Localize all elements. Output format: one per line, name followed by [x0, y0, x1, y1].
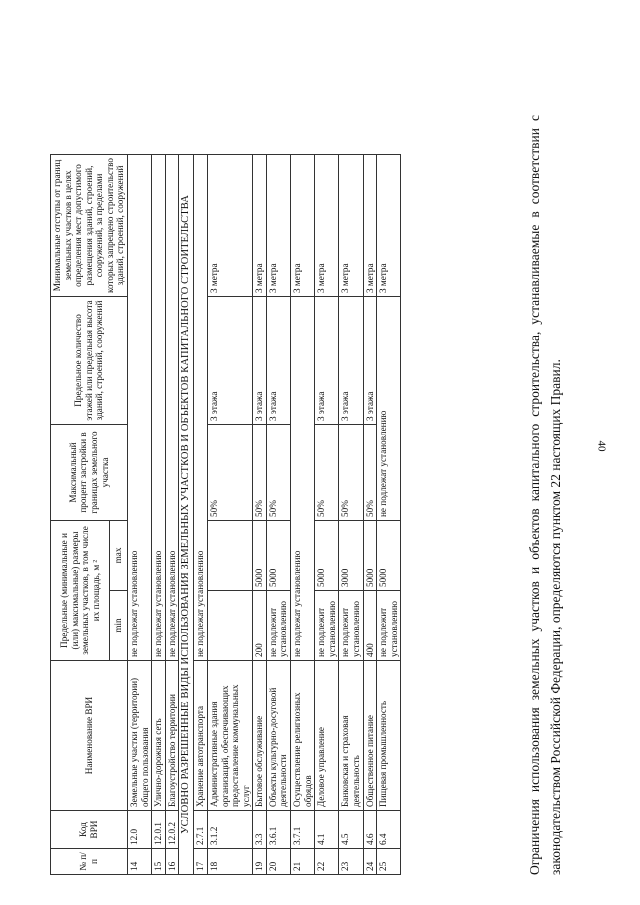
- cell-max: 5000: [266, 520, 290, 590]
- table-row: [253, 154, 267, 874]
- cell-setback: 3 метра: [291, 154, 315, 296]
- cell-min: не подлежит установлению: [377, 591, 401, 661]
- cell-name: Деловое управление: [315, 661, 339, 811]
- cell-code: 3.6.1: [266, 811, 290, 849]
- table-row: [363, 154, 377, 874]
- table-row: [208, 154, 253, 874]
- cell-code: 4.5: [339, 811, 363, 849]
- cell-min: не подлежит установлению: [315, 591, 339, 661]
- cell-floors: 3 этажа: [208, 296, 253, 424]
- table-row: [165, 154, 179, 874]
- table-row: [266, 154, 290, 874]
- cell-num: 23: [339, 849, 363, 875]
- cell-merged: не подлежат установлению: [152, 154, 166, 660]
- cell-setback: 3 метра: [377, 154, 401, 296]
- cell-floors: 3 этажа: [339, 296, 363, 424]
- table-row: [315, 154, 339, 874]
- cell-floors: 3 этажа: [363, 296, 377, 424]
- table-row: [377, 154, 401, 874]
- cell-floors: 3 этажа: [266, 296, 290, 424]
- header-min: min: [110, 591, 128, 661]
- page-number: 40: [595, 440, 608, 452]
- cell-min: 200: [253, 591, 267, 661]
- cell-num: 25: [377, 849, 401, 875]
- cell-name: Благоустройство территории: [165, 661, 179, 811]
- cell-code: 2.7.1: [194, 811, 208, 849]
- cell-max: 5000: [363, 520, 377, 590]
- cell-code: 6.4: [377, 811, 401, 849]
- cell-name: Земельные участки (территории) общего пользования: [128, 661, 152, 811]
- cell-max: [208, 520, 253, 590]
- header-size-group: Предельные (минимальные и (или) максимальные) размеры земельных участков, в том числе их площадь, м ²: [51, 520, 110, 660]
- cell-num: 19: [253, 849, 267, 875]
- cell-name: Бытовое обслуживание: [253, 661, 267, 811]
- cell-min: [208, 591, 253, 661]
- table-row: [128, 154, 152, 874]
- cell-name: Объекты культурно-досуговой деятельности: [266, 661, 290, 811]
- table-row: [339, 154, 363, 874]
- regulations-table: [50, 154, 401, 875]
- header-max: max: [110, 520, 128, 590]
- cell-pct: 50%: [266, 424, 290, 520]
- cell-name: Общественное питание: [363, 661, 377, 811]
- header-pct: Максимальный процент застройки в границах земельного участка: [51, 424, 128, 520]
- cell-name: Осуществление религиозных обрядов: [291, 661, 315, 811]
- cell-num: 18: [208, 849, 253, 875]
- table-row: [152, 154, 166, 874]
- cell-merged: не подлежат установлению: [165, 154, 179, 660]
- section-row: [179, 154, 194, 874]
- cell-code: 12.0.1: [152, 811, 166, 849]
- cell-merged: не подлежат установлению: [194, 154, 208, 660]
- cell-num: 24: [363, 849, 377, 875]
- cell-num: 20: [266, 849, 290, 875]
- cell-max: 5000: [377, 520, 401, 590]
- cell-num: 16: [165, 849, 179, 875]
- table-row: [291, 154, 315, 874]
- cell-pct: 50%: [315, 424, 339, 520]
- cell-pct: 50%: [253, 424, 267, 520]
- cell-min: не подлежит установлению: [266, 591, 290, 661]
- cell-num: 17: [194, 849, 208, 875]
- cell-code: 3.1.2: [208, 811, 253, 849]
- cell-setback: 3 метра: [266, 154, 290, 296]
- cell-code: 4.6: [363, 811, 377, 849]
- cell-code: 12.0: [128, 811, 152, 849]
- cell-max: 5000: [253, 520, 267, 590]
- cell-num: 22: [315, 849, 339, 875]
- header-num: № п/п: [51, 849, 128, 875]
- cell-setback: 3 метра: [253, 154, 267, 296]
- cell-setback: 3 метра: [339, 154, 363, 296]
- cell-max: 5000: [315, 520, 339, 590]
- cell-floors: 3 этажа: [315, 296, 339, 424]
- cell-pct: 50%: [339, 424, 363, 520]
- header-setback: Минимальные отступы от границ земельных участков в целях определения мест допустимого размещения зданий, строений, сооружений, за пределами которых запрещено строительство зданий, строений, сооружений: [51, 154, 128, 296]
- cell-pct: 50%: [363, 424, 377, 520]
- cell-code: 12.0.2: [165, 811, 179, 849]
- cell-merged: не подлежат установлению: [291, 296, 315, 660]
- cell-setback: 3 метра: [363, 154, 377, 296]
- cell-code: 3.3: [253, 811, 267, 849]
- cell-pct: 50%: [208, 424, 253, 520]
- cell-setback: 3 метра: [315, 154, 339, 296]
- cell-name: Банковская и страховая деятельность: [339, 661, 363, 811]
- cell-num: 15: [152, 849, 166, 875]
- cell-name: Пищевая промышленность: [377, 661, 401, 811]
- cell-name: Административные здания организаций, обеспечивающих предоставление коммунальных услуг: [208, 661, 253, 811]
- header-floors: Предельное количество этажей или предельная высота зданий, строений, сооружений: [51, 296, 128, 424]
- cell-num: 14: [128, 849, 152, 875]
- cell-min: 400: [363, 591, 377, 661]
- cell-code: 4.1: [315, 811, 339, 849]
- cell-merged: не подлежат установлению: [377, 296, 401, 520]
- footnote-text: Ограничения использования земельных участков и объектов капитального строительства, устанавливаемые в соответствии с законодательством Российской Федерации, определяются пунктом 22 настоящих Правил.: [527, 115, 563, 875]
- cell-setback: 3 метра: [208, 154, 253, 296]
- header-code: Код ВРИ: [51, 811, 128, 849]
- cell-code: 3.7.1: [291, 811, 315, 849]
- cell-name: Хранение автотранспорта: [194, 661, 208, 811]
- header-name: Наименование ВРИ: [51, 661, 128, 811]
- cell-merged: не подлежат установлению: [128, 154, 152, 660]
- header-row: [51, 154, 110, 874]
- cell-num: 21: [291, 849, 315, 875]
- table-row: [194, 154, 208, 874]
- rotated-content: [20, 25, 600, 875]
- cell-min: не подлежит установлению: [339, 591, 363, 661]
- cell-name: Улично-дорожная сеть: [152, 661, 166, 811]
- cell-floors: 3 этажа: [253, 296, 267, 424]
- section-title: УСЛОВНО РАЗРЕШЕННЫЕ ВИДЫ ИСПОЛЬЗОВАНИЯ ЗЕМЕЛЬНЫХ УЧАСТКОВ И ОБЪЕКТОВ КАПИТАЛЬНОГО СТРОИТЕЛЬСТВА: [179, 154, 194, 874]
- cell-max: 3000: [339, 520, 363, 590]
